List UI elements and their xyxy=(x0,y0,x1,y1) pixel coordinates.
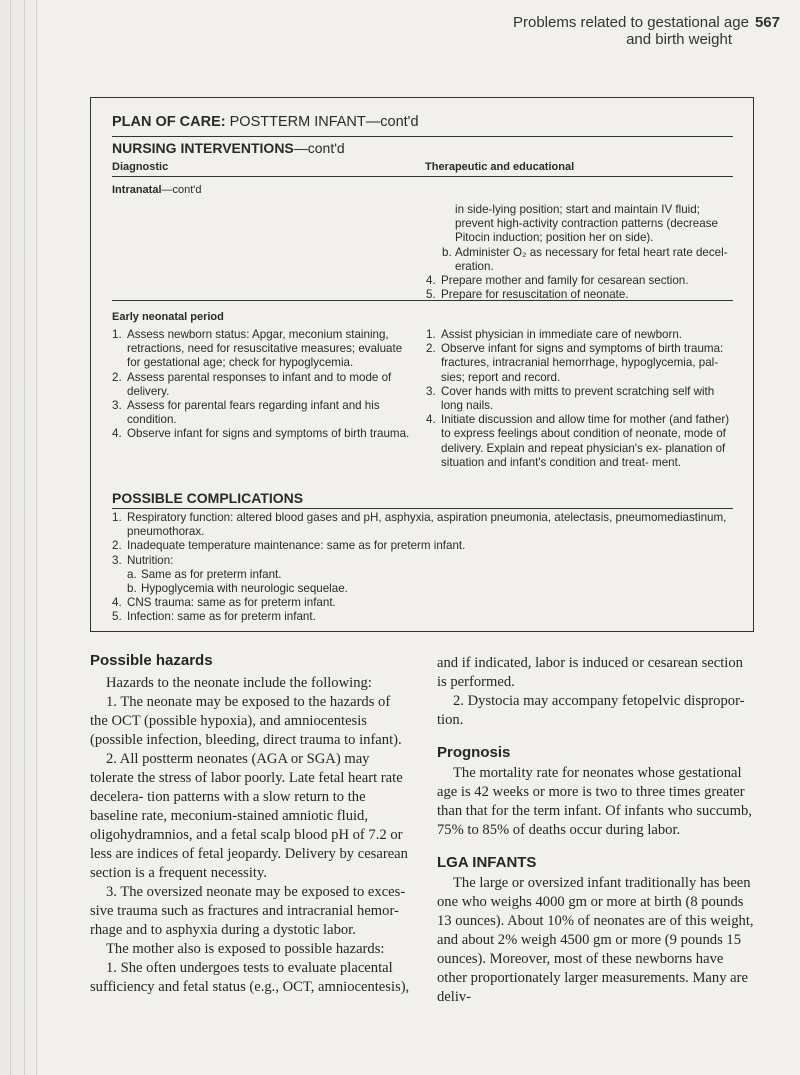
paragraph: Hazards to the neonate include the following: xyxy=(106,675,372,691)
plan-title: PLAN OF CARE: POSTTERM INFANT—cont'd xyxy=(112,114,419,130)
list-item: b. Hypoglycemia with neurologic sequelae. xyxy=(127,582,348,596)
early-neonatal-diagnostic-list xyxy=(112,328,418,442)
lga-infants-heading: LGA INFANTS xyxy=(437,854,537,871)
early-neonatal-label: Early neonatal period xyxy=(112,311,224,323)
complications-list xyxy=(112,511,738,625)
list-item: 3. Nutrition: a. Same as for preterm infant. b. Hypoglycemia with neurologic sequelae. xyxy=(112,554,738,597)
list-item: 1. Assess newborn status: Apgar, meconium staining, retractions, need for resuscitative measures; evaluate for gestational age; check for hypoglycemia. xyxy=(112,328,403,370)
paragraph: and if indicated, labor is induced or cesarean section is performed. xyxy=(437,655,743,690)
divider xyxy=(112,300,733,301)
intranatal-therapeutic xyxy=(426,203,735,302)
running-head-line1: Problems related to gestational age xyxy=(512,14,749,31)
column-header-therapeutic: Therapeutic and educational xyxy=(425,161,575,173)
running-head xyxy=(513,14,780,48)
early-neonatal-therapeutic-list xyxy=(426,328,735,470)
list-item: 4. Prepare mother and family for cesarean section. xyxy=(426,274,689,288)
intranatal-item-b: b. Administer O₂ as necessary for fetal heart rate decel- eration. xyxy=(442,245,728,273)
list-item: 4. Observe infant for signs and symptoms of birth trauma. xyxy=(112,427,410,441)
column-header-diagnostic: Diagnostic xyxy=(112,161,169,173)
paragraph: The large or oversized infant traditionally has been one who weighs 4000 gm or more at birth (8 pounds 13 ounces). About 10% of neonates are of this weight, and about 2% weigh 4500 gm or more (9 pounds 15 ounces). Moreover, most of these newborns have other proportionately larger measurements. Many are deliv- xyxy=(437,875,754,1005)
possible-hazards-heading: Possible hazards xyxy=(90,652,213,669)
book-binding-edge xyxy=(0,0,42,1075)
paragraph: 2. All postterm neonates (AGA or SGA) may tolerate the stress of labor poorly. Late fetal heart rate decelera- tion patterns with a slow return to the baseline rate, meconium-stained amniotic fluid, oligohydramnios, and a fetal scalp blood pH of 7.2 or less are indices of fetal jeopardy. Delivery by cesarean section is a frequent necessity. xyxy=(90,751,408,881)
list-item: 3. Cover hands with mitts to prevent scratching self with long nails. xyxy=(426,384,715,413)
prognosis-heading: Prognosis xyxy=(437,744,511,761)
list-item: 1. Assist physician in immediate care of newborn. xyxy=(426,328,683,341)
page-number: 567 xyxy=(754,14,780,31)
intranatal-continuation: in side-lying position; start and maintain IV fluid; prevent high-activity contraction patterns (decrease Pitocin induction; position her on side). xyxy=(455,203,718,245)
nutrition-sub-list xyxy=(112,568,738,596)
plan-of-care-box xyxy=(90,97,754,632)
paragraph: 2. Dystocia may accompany fetopelvic dispropor- tion. xyxy=(437,693,745,728)
list-item: 2. Assess parental responses to infant and to mode of delivery. xyxy=(112,370,392,398)
paragraph: The mortality rate for neonates whose gestational age is 42 weeks or more is two to three times greater than that for the term infant. Of infants who succumb, 75% to 85% of deaths occur during labor. xyxy=(437,765,752,838)
list-item: 4. CNS trauma: same as for preterm infant. xyxy=(112,596,336,610)
divider xyxy=(112,176,733,177)
paragraph: The mother also is exposed to possible hazards: xyxy=(106,941,385,957)
paragraph: 1. The neonate may be exposed to the hazards of the OCT (possible hypoxia), and amniocentesis (possible infection, bleeding, direct trauma to infant). xyxy=(90,694,402,748)
right-column xyxy=(437,654,755,1007)
running-head-line2: and birth weight xyxy=(626,31,732,48)
divider xyxy=(112,508,733,509)
complications-title: POSSIBLE COMPLICATIONS xyxy=(112,490,304,506)
nursing-interventions-title: NURSING INTERVENTIONS—cont'd xyxy=(112,140,345,156)
divider xyxy=(112,136,733,137)
list-item: 5. Infection: same as for preterm infant. xyxy=(112,610,316,624)
left-column xyxy=(90,652,410,997)
intranatal-label: Intranatal—cont'd xyxy=(112,184,202,196)
list-item: 2. Inadequate temperature maintenance: same as for preterm infant. xyxy=(112,539,466,553)
paragraph: 1. She often undergoes tests to evaluate placental sufficiency and fetal status (e.g., OCT, amniocentesis), xyxy=(90,960,410,995)
list-item: a. Same as for preterm infant. xyxy=(127,567,282,581)
list-item: 2. Observe infant for signs and symptoms of birth trauma: fractures, intracranial hemorrhage, hypoglycemia, pal- sies; report and record. xyxy=(426,342,724,384)
paragraph: 3. The oversized neonate may be exposed to exces- sive trauma such as fractures and intracranial hemor- rhage and to asphyxia during a dystotic labor. xyxy=(90,884,406,938)
list-item: 3. Assess for parental fears regarding infant and his condition. xyxy=(112,399,380,427)
list-item: 4. Initiate discussion and allow time for mother (and father) to express feelings about condition of neonate, mode of delivery. Explain and repeat physician's ex- planation of situation and infant's condition and treat- ment. xyxy=(426,413,730,469)
list-item: 1. Respiratory function: altered blood gases and pH, asphyxia, aspiration pneumonia, atelectasis, pneumomediastinum, pneumothorax. xyxy=(112,511,727,539)
list-item: 5. Prepare for resuscitation of neonate. xyxy=(426,288,629,302)
intranatal-list xyxy=(426,274,735,302)
